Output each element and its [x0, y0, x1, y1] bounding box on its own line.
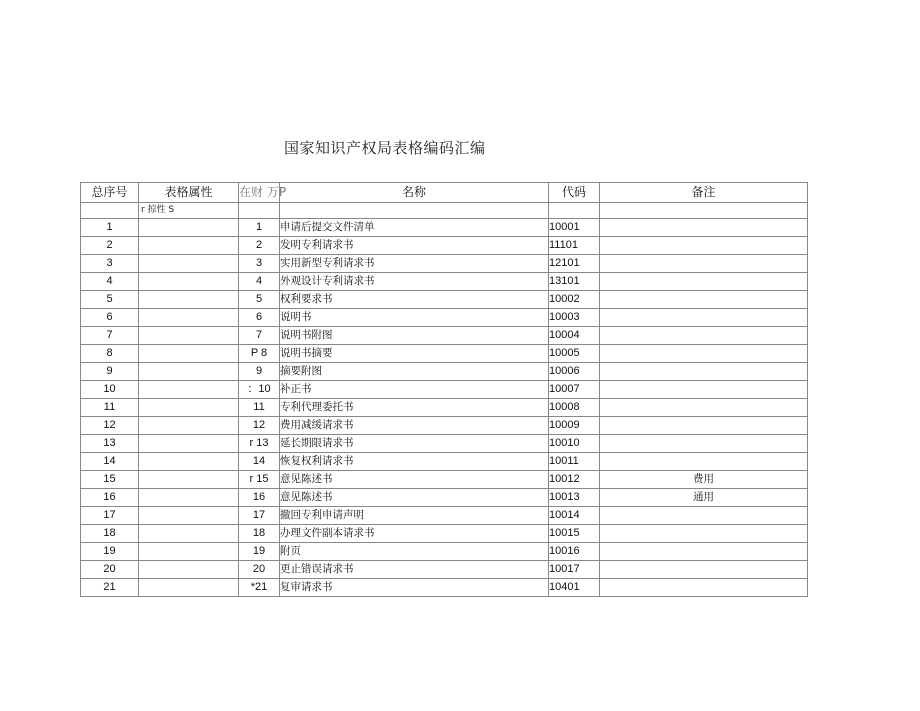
row-code: 10008 — [549, 399, 600, 417]
row-attribute — [139, 309, 239, 327]
row-attribute — [139, 237, 239, 255]
row-note — [600, 237, 808, 255]
table-row — [81, 255, 808, 273]
row-code: 10006 — [549, 363, 600, 381]
row-attribute — [139, 381, 239, 399]
row-seq: 11 — [239, 399, 280, 417]
row-attribute — [139, 273, 239, 291]
row-note — [600, 399, 808, 417]
row-code: 10015 — [549, 525, 600, 543]
row-seq: 17 — [239, 507, 280, 525]
row-name: 说明书附图 — [280, 327, 549, 345]
row-note — [600, 417, 808, 435]
row-note — [600, 453, 808, 471]
row-code: 10011 — [549, 453, 600, 471]
row-note — [600, 381, 808, 399]
header-attribute: 表格属性 — [139, 183, 239, 203]
row-seq: 2 — [239, 237, 280, 255]
row-code: 11101 — [549, 237, 600, 255]
row-code: 10007 — [549, 381, 600, 399]
row-seq: 12 — [239, 417, 280, 435]
table-row — [81, 309, 808, 327]
row-name: 摘要附图 — [280, 363, 549, 381]
row-seq: ：10 — [239, 381, 280, 399]
table-row — [81, 327, 808, 345]
row-code: 10009 — [549, 417, 600, 435]
row-code: 10017 — [549, 561, 600, 579]
row-attribute — [139, 417, 239, 435]
row-seq: 9 — [239, 363, 280, 381]
row-name: 恢复权利请求书 — [280, 453, 549, 471]
row-index: 13 — [81, 435, 139, 453]
table-row — [81, 219, 808, 237]
row-note — [600, 309, 808, 327]
header-code: 代码 — [549, 183, 600, 203]
table-row — [81, 453, 808, 471]
row-name: 意见陈述书 — [280, 489, 549, 507]
row-note — [600, 291, 808, 309]
row-index: 9 — [81, 363, 139, 381]
row-attribute — [139, 543, 239, 561]
row-name: 实用新型专利请求书 — [280, 255, 549, 273]
row-note — [600, 543, 808, 561]
table-row — [81, 417, 808, 435]
row-index: 17 — [81, 507, 139, 525]
row-name: 发明专利请求书 — [280, 237, 549, 255]
header-note: 备注 — [600, 183, 808, 203]
row-name: 更止错误请求书 — [280, 561, 549, 579]
row-name: 说明书 — [280, 309, 549, 327]
row-seq: 7 — [239, 327, 280, 345]
table-row — [81, 291, 808, 309]
row-index: 21 — [81, 579, 139, 597]
row-name: 权利要求书 — [280, 291, 549, 309]
row-index: 5 — [81, 291, 139, 309]
form-code-table — [80, 182, 808, 597]
spacer-row — [81, 203, 808, 219]
row-note — [600, 435, 808, 453]
attribute-note: r 掠性 S — [141, 205, 175, 215]
row-index: 16 — [81, 489, 139, 507]
row-note — [600, 525, 808, 543]
row-note — [600, 219, 808, 237]
row-note: 通用 — [600, 489, 808, 507]
row-attribute — [139, 255, 239, 273]
header-name: 名称 — [280, 183, 549, 203]
row-index: 14 — [81, 453, 139, 471]
row-seq: 20 — [239, 561, 280, 579]
table-row — [81, 435, 808, 453]
document-title: 国家知识产权局表格编码汇编 — [284, 139, 486, 157]
row-code: 10014 — [549, 507, 600, 525]
row-name: 外观设计专利请求书 — [280, 273, 549, 291]
row-attribute — [139, 435, 239, 453]
row-attribute — [139, 219, 239, 237]
row-attribute — [139, 291, 239, 309]
row-seq: P 8 — [239, 345, 280, 363]
row-code: 12101 — [549, 255, 600, 273]
row-name: 费用减缓请求书 — [280, 417, 549, 435]
row-seq: *21 — [239, 579, 280, 597]
row-note — [600, 507, 808, 525]
table-row — [81, 381, 808, 399]
row-code: 10401 — [549, 579, 600, 597]
row-code: 10016 — [549, 543, 600, 561]
table-row — [81, 237, 808, 255]
row-index: 6 — [81, 309, 139, 327]
table-row — [81, 561, 808, 579]
row-attribute — [139, 471, 239, 489]
row-index: 15 — [81, 471, 139, 489]
table-row — [81, 363, 808, 381]
row-note — [600, 579, 808, 597]
row-code: 10004 — [549, 327, 600, 345]
row-attribute — [139, 525, 239, 543]
table-row — [81, 489, 808, 507]
table-row — [81, 507, 808, 525]
row-code: 10005 — [549, 345, 600, 363]
table-row — [81, 525, 808, 543]
row-seq: 6 — [239, 309, 280, 327]
row-code: 10010 — [549, 435, 600, 453]
row-attribute — [139, 363, 239, 381]
row-code: 13101 — [549, 273, 600, 291]
row-attribute — [139, 579, 239, 597]
row-attribute — [139, 345, 239, 363]
row-attribute — [139, 453, 239, 471]
row-note — [600, 363, 808, 381]
row-index: 7 — [81, 327, 139, 345]
table-row — [81, 579, 808, 597]
row-name: 意见陈述书 — [280, 471, 549, 489]
row-name: 专利代理委托书 — [280, 399, 549, 417]
row-attribute — [139, 327, 239, 345]
row-name: 撤回专利申请声明 — [280, 507, 549, 525]
row-index: 4 — [81, 273, 139, 291]
row-name: 附页 — [280, 543, 549, 561]
row-code: 10002 — [549, 291, 600, 309]
row-name: 申请后提交文件清单 — [280, 219, 549, 237]
row-seq: r 15 — [239, 471, 280, 489]
row-name: 延长期限请求书 — [280, 435, 549, 453]
row-attribute — [139, 561, 239, 579]
row-note — [600, 255, 808, 273]
row-seq: 16 — [239, 489, 280, 507]
row-note — [600, 273, 808, 291]
row-index: 2 — [81, 237, 139, 255]
row-seq: r 13 — [239, 435, 280, 453]
row-index: 8 — [81, 345, 139, 363]
row-note — [600, 561, 808, 579]
row-seq: 1 — [239, 219, 280, 237]
row-index: 20 — [81, 561, 139, 579]
header-seq: 在财 万P — [239, 183, 280, 203]
row-index: 19 — [81, 543, 139, 561]
row-index: 3 — [81, 255, 139, 273]
row-note — [600, 327, 808, 345]
table-row — [81, 471, 808, 489]
row-name: 办理文件副本请求书 — [280, 525, 549, 543]
table-row — [81, 399, 808, 417]
row-note: 费用 — [600, 471, 808, 489]
row-name: 说明书摘要 — [280, 345, 549, 363]
row-index: 11 — [81, 399, 139, 417]
row-seq: 19 — [239, 543, 280, 561]
table-header-row — [81, 183, 808, 203]
row-code: 10013 — [549, 489, 600, 507]
row-name: 复审请求书 — [280, 579, 549, 597]
row-code: 10001 — [549, 219, 600, 237]
row-attribute — [139, 507, 239, 525]
row-index: 10 — [81, 381, 139, 399]
row-index: 1 — [81, 219, 139, 237]
row-index: 12 — [81, 417, 139, 435]
row-attribute — [139, 489, 239, 507]
row-code: 10003 — [549, 309, 600, 327]
table-row — [81, 273, 808, 291]
row-seq: 18 — [239, 525, 280, 543]
table-row — [81, 543, 808, 561]
row-seq: 3 — [239, 255, 280, 273]
row-seq: 4 — [239, 273, 280, 291]
table-row — [81, 345, 808, 363]
row-seq: 5 — [239, 291, 280, 309]
row-code: 10012 — [549, 471, 600, 489]
row-name: 补正书 — [280, 381, 549, 399]
header-index: 总序号 — [81, 183, 139, 203]
row-index: 18 — [81, 525, 139, 543]
row-seq: 14 — [239, 453, 280, 471]
row-note — [600, 345, 808, 363]
row-attribute — [139, 399, 239, 417]
